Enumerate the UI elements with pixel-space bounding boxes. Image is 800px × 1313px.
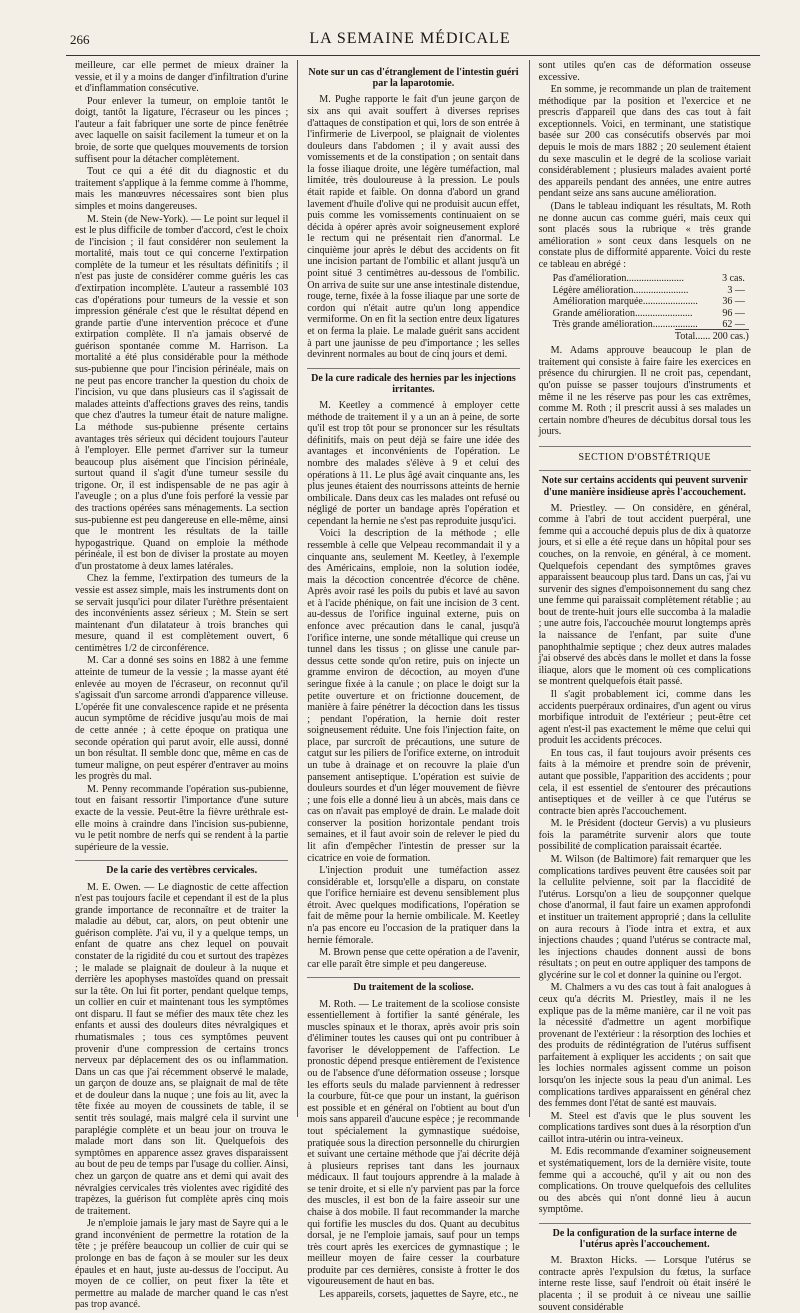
paragraph: M. Wilson (de Baltimore) fait remarquer que les complications tardives peuvent être causées soit par la cellulite pelvienne, soit par la flaccidité de l'utérus. Lorsqu'on a lieu de soupçonner quelque chose d'anormal, il faut faire un examen approfondi et instituer un traitement approprié ; dans la cellulite on aura recours à l'iode intra et extra, et aux injections chaudes ; quand l'utérus se contracte mal, les injections chaudes donnent aussi de bons résultats ; on peut en outre appliquer des tampons de glycérine sur le col et donner la quinine ou l'ergot. [538, 854, 751, 981]
table-row-label: Légère amélioration...................... [552, 284, 689, 296]
table-row-label: Très grande amélioration.................. [552, 319, 698, 331]
article-heading: Note sur certains accidents qui peuvent survenir d'une manière insidieuse après l'accouchement. [539, 470, 751, 497]
table-row-label: Amélioration marquée...................... [552, 296, 698, 308]
table-row [553, 273, 751, 284]
header-rule [66, 55, 760, 56]
table-row-value: 3 — [727, 284, 745, 296]
paragraph: (Dans le tableau indiquant les résultats, M. Roth ne donne aucun cas comme guéri, mais ceux qui sont placés sous la rubrique « très grande amélioration » sont ceux dans lesquels on ne constate plus de difformité apparente. Voici du reste ce tableau en abrégé : [538, 200, 751, 270]
paragraph: meilleure, car elle permet de mieux drainer la vessie, et il y a moins de danger d'infiltration d'urine et d'inflammation consécutive. [75, 60, 289, 95]
paragraph: M. Pughe rapporte le fait d'un jeune garçon de six ans qui avait souffert à diverses reprises d'attaques de constipation et qui, lors de son entrée à l'infirmerie de Liverpool, se plaignait de violentes douleurs dans l'abdomen ; il y avait aussi des vomissements et de la constipation ; on sentait dans la fosse iliaque droite, une légère tuméfaction, mal limitée, très douloureuse à la pression. Le pouls était rapide et faible. On donna d'abord un grand lavement d'huile d'olive qui ne produisit aucun effet, puis comme les vomissements continuaient on se décida à opérer après avoir soigneusement exploré le rectum qui ne présentait rien d'anormal. Le cinquième jour après le début des accidents on fit une incision partant de l'ombilic et allant jusqu'à un point situé 3 centimètres au-dessous de l'ombilic. On arriva de suite sur une anse intestinale distendue, rouge, terne, fixée à la fosse iliaque par une sorte de cordon qui n'était autre qu'un long appendice vermiforme. On en fit la section entre deux ligatures et on ferma la plaie. Le malade guérit sans accident à part une jaunisse de peu d'importance ; les selles devinrent normales au bout de cinq jours et demi. [307, 94, 520, 361]
results-table [553, 273, 751, 342]
text-columns [66, 60, 760, 1313]
paragraph: Les appareils, corsets, jaquettes de Sayre, etc., ne [319, 1289, 519, 1301]
paragraph: M. Keetley a commencé à employer cette méthode de traitement il y a un an à peine, de sorte qu'il est trop tôt pour se prononcer sur les résultats définitifs, mais on peut déjà se faire une idée des avantages et inconvénients de l'opération. Le nombre des malades s'élève à 9 et celui des opérations à 11. Le plus âgé avait cinquante ans, les plus jeunes étaient des nourrissons atteints de hernie ombilicale. Dans deux cas les malades ont refusé ou négligé de porter un bandage après l'opération et cependant la hernie ne s'est pas reproduite jusqu'ici. [307, 400, 520, 527]
paragraph: M. Adams approuve beaucoup le plan de traitement qui consiste à faire faire les exercices en présence du chirurgien. Il ne croit pas, cependant, qu'on puisse se passer toujours d'instruments et même il ne les réserve pas pour les cas extrêmes, comme M. Roth ; il prescrit aussi à ses malades un certain nombre d'heures de décubitus dorsal tous les jours. [538, 345, 751, 438]
paragraph: Pour enlever la tumeur, on emploie tantôt le doigt, tantôt la ligature, l'écraseur ou les pinces ; l'auteur a fait fabriquer une sorte de pince fenêtrée avec laquelle on saisit facilement la tumeur et on la broie, de sorte que quelques mouvements de torsion suffisent pour la détacher complètement. [75, 95, 289, 165]
paragraph: M. Roth. — Le traitement de la scoliose consiste essentiellement à fortifier la santé générale, les muscles spinaux et le thorax, après avoir pris soin d'éliminer toutes les causes qui ont pu contribuer à favoriser le développement de l'affection. Le pronostic dépend presque entièrement de l'existence ou de l'absence d'une déformation osseuse ; lorsque les efforts seuls du malade parviennent à redresser la courbure, fût-ce que pour un instant, la guérison est possible et en général on l'obtient au bout d'un mois sans appareil d'aucune espèce ; je recommande tout spécialement la gymnastique suédoise, pratiquée sous la direction personnelle du chirurgien et suivant une certaine méthode que j'ai décrite déjà à plusieurs reprises tant dans les journaux médicaux. Il faut toujours apprendre à la malade à se tenir droite, et si elle n'y parvient pas par la force des muscles, il est bon de la faire asseoir sur une chaise à dos mobile. Il faut recommander la marche qui fortifie les muscles du dos. Quant au decubitus dorsal, je ne l'emploie jamais, sauf pour un temps très court après les exercices de gymnastique ; le meilleur moyen de faire cesser la courbature produite par ces dernières, consiste à frotter le dos vigoureusement de haut en bas. [307, 998, 520, 1288]
article-heading: De la cure radicale des hernies par les injections irritantes. [307, 368, 519, 395]
column-3 [529, 60, 760, 1313]
running-head [60, 30, 760, 52]
table-total-text: Total...... 200 cas.) [674, 330, 749, 342]
paragraph: M. Priestley. — On considère, en général, comme à l'abri de tout accident puerpéral, une femme qui a accouché depuis plus de dix à quatorze jours, et si elle a été reçue dans un hôpital pour ses couches, on la renvoie, en général, à ce moment. Quelquefois cependant des symptômes graves apparaissent beaucoup plus tard. Dans un cas, j'ai vu survenir des signes d'empoisonnement du sang chez une femme qui paraissait complètement rétablie ; au bout de trente-huit jours elle succomba à la maladie ; une autre fois, l'accouchée mourut longtemps après la naissance de l'enfant, par suite d'une panophthalmie septique ; chez deux autres malades j'ai observé des abcès dans le mollet et dans la fosse iliaque, alors que le moment où ces complications se montrent quelquefois était passé. [538, 502, 751, 688]
paragraph: M. Penny recommande l'opération sus-pubienne, tout en faisant ressortir l'importance d'une suture exacte de la vessie. Peut-être la fièvre uréthrale est-elle moins à craindre dans l'incision sus-pubienne, vu le petit nombre de nerfs qui se rendent à la partie supérieure de la vessie. [75, 783, 289, 853]
paragraph: En tous cas, il faut toujours avoir présents ces faits à la mémoire et prendre soin de prévenir, autant que possible, l'apparition des accidents ; pour cela, il est essentiel de s'entourer des précautions antiseptiques et de veiller à ce que l'utérus se contracte bien après l'accouchement. [538, 747, 751, 817]
paragraph: M. Chalmers a vu des cas tout à fait analogues à ceux qu'a décrits M. Priestley, mais il ne les explique pas de la même manière, car il ne voit pas la nécessité d'admettre un agent morbifique provenant de l'extérieur : la résorption des lochies et des produits de rédintégration de l'utérus suffisent parfaitement à expliquer les accidents ; on sait que les lochies normales agissent comme un poison lorsqu'on les injecte sous la peau d'un animal. Les complications tardives apparaissent en général chez des femmes dont l'état de santé est mauvais. [538, 982, 751, 1110]
table-row-value: 3 cas. [722, 273, 745, 285]
paragraph: sont utiles qu'en cas de déformation osseuse excessive. [538, 60, 751, 83]
article-heading: De la carie des vertèbres cervicales. [75, 860, 288, 876]
paragraph: Tout ce qui a été dit du diagnostic et du traitement s'applique à la femme comme à l'homme, mais les manœuvres nécessaires sont bien plus simples et moins dangereuses. [75, 166, 289, 212]
table-row-value: 36 — [722, 296, 745, 308]
page-number: 266 [70, 32, 90, 47]
table-row-label: Pas d'amélioration....................... [552, 273, 684, 285]
paragraph: M. Steel est d'avis que le plus souvent les complications tardives sont dues à la résorption d'un caillot intra-utérin ou intra-veineux. [538, 1110, 751, 1145]
paragraph: En somme, je recommande un plan de traitement méthodique par la position et l'exercice et ne prescris d'appareil que dans des cas tout à fait exceptionnels. Voici, en terminant, une statistique basée sur 200 cas consécutifs observés par moi depuis le mois de mars 1882 ; 20 seulement étaient du sexe masculin et le degré de la scoliose variait considérablement ; plusieurs malades avaient porté des appareils pendant des années, une entre autres pendant seize ans sans aucune amélioration. [538, 84, 751, 200]
paragraph: M. E. Owen. — Le diagnostic de cette affection n'est pas toujours facile et cependant il est de la plus grande importance de reconnaître et de traiter la maladie au début, car, alors, on peut obtenir une guérison complète. J'ai vu, il y a quelque temps, un enfant de quatre ans chez lequel on pouvait constater de la rigidité du cou et surtout des trapèzes ; le malade se plaignait de douleur à la nuque et derrière les apophyses mastoïdes quand on pressait sur la tête. On lui fit porter, pendant quelque temps, un collier en cuir et maintenant tous les symptômes ont disparu. Il faut se méfier des maux tête chez les enfants et aussi des douleurs dites névralgiques et rhumatismales ; tous ces symptômes peuvent provenir d'une compression de certains troncs nerveux par déplacement des os ou inflammation. Dans un cas que j'ai récemment observé le malade, un garçon de douze ans, se plaignait de mal de tête et de douleur dans la nuque ; une fois au lit, avec la tête fixée au moyen de coussinets de table, il se sentit très soulagé, mais malgré cela il survint une paraplégie complète et un beau jour on trouva le malade mort dans son lit. Quelquefois des symptômes en apparence assez graves disparaissent au bout de peu de temps par l'usage du collier. Ainsi, chez un garçon de quatre ans et demi qui avait des névralgies cervicales très violentes avec rigidité des trapèzes, la guérison fut complète après cinq mois de traitement. [75, 881, 289, 1217]
table-total [553, 331, 751, 342]
paragraph: M. Car a donné ses soins en 1882 à une femme atteinte de tumeur de la vessie ; la masse ayant été enlevée au moyen de l'écraseur, on reconnut qu'il s'agissait d'un sarcome arrondi d'apparence villeuse. L'opérée fit une convalescence rapide et ne présenta aucun symptôme de récidive jusqu'au mois de mai de cette année ; à cette époque on pratiqua une seconde opération qui parut avoir, elle aussi, donné un bon résultat. Il semble donc que, même en cas de tumeur maligne, on peut espérer d'entraver au moins les progrès du mal. [75, 655, 289, 783]
article-heading: Note sur un cas d'étranglement de l'intestin guéri par la laparotomie. [308, 67, 519, 90]
section-title: SECTION D'OBSTÉTRIQUE [539, 446, 751, 463]
table-row-value: 62 — [722, 319, 745, 331]
table-row [553, 285, 751, 296]
column-2 [297, 60, 528, 1301]
paragraph: M. Braxton Hicks. — Lorsque l'utérus se contracte après l'expulsion du fœtus, la surface interne reste lisse, sauf l'endroit où était inséré le placenta ; il se produit à ce niveau une saillie souvent considérable [538, 1255, 751, 1313]
paragraph: Chez la femme, l'extirpation des tumeurs de la vessie est assez simple, mais les instruments dont on se servait jusqu'ici pour dilater l'urèthre présentaient des inconvénients assez sérieux ; M. Stein se sert maintenant d'un dilatateur à trois branches qui mesure, quand il est complètement ouvert, 6 centimètres 1/2 de circonférence. [75, 573, 289, 654]
article-heading: De la configuration de la surface interne de l'utérus après l'accouchement. [539, 1223, 751, 1250]
journal-title: LA SEMAINE MÉDICALE [309, 30, 511, 47]
article-heading: Du traitement de la scoliose. [307, 977, 519, 993]
paragraph: Je n'emploie jamais le jary mast de Sayre qui a le grand inconvénient de permettre la rotation de la tête ; je préfère beaucoup un collier de cuir qui se prolonge en bas de façon à se mouler sur les deux épaules et en haut, juste au-dessus de l'occiput. Au moyen de ce collier, on peut fixer la tête et permettre au malade de marcher quand le cas n'est pas trop avancé. [75, 1218, 289, 1311]
table-row-label: Grande amélioration....................... [552, 307, 693, 319]
paragraph: M. Brown pense que cette opération a de l'avenir, car elle paraît être simple et peu dangereuse. [307, 947, 520, 970]
paragraph: M. le Président (docteur Gervis) a vu plusieurs fois la paramétrite survenir alors que toute possibilité de complication paraissait écartée. [538, 818, 751, 853]
table-row-value: 96 — [722, 307, 745, 319]
paragraph: L'injection produit une tuméfaction assez considérable et, lorsqu'elle a disparu, on constate que l'orifice herniaire est devenu sensiblement plus étroit. Avec quelques modifications, l'opération se fait de même pour la hernie ombilicale. M. Keetley n'a pas encore eu l'occasion de la pratiquer dans la hernie fémorale. [307, 865, 520, 946]
table-row [553, 296, 751, 307]
paragraph: M. Stein (de New-York). — Le point sur lequel il est le plus difficile de tomber d'accord, c'est le choix de l'incision ; il faut considérer non seulement la mortalité, mais tout ce qui concerne l'extirpation complète de la tumeur et les résultats définitifs ; il n'est pas juste de considérer comme guéris les cas d'extirpation incomplète. L'auteur a rassemblé 103 cas d'opérations pour tumeurs de la vessie et son impression générale c'est que le résultat dépend en grande partie d'une intervention précoce et d'une extirpation complète. Il n'a jamais observé de guérison spontanée comme M. Harrison. La mortalité a été plus considérable pour la méthode sus-pubienne que pour l'incision périnéale, mais on ne peut pas encore trancher la question du choix de l'incision, vu que dans plusieurs cas il s'agissait de malades atteints d'affections graves des reins, tandis que chez d'autres la tumeur était de nature maligne. La méthode sus-pubienne présente certains avantages très sérieux qui décident toujours l'auteur à l'employer. Elle permet d'arriver sur la tumeur beaucoup plus aisément que l'incision périnéale, surtout quand il s'agit d'une tumeur sessile du trigone. Or, il est indispensable de ne pas agir à l'aveugle ; on a plus d'une fois perforé la vessie par des tractions opérées sans ménagements. La section sus-pubienne est peu dangereuse en elle-même, ainsi que le montrent les résultats de la taille hypogastrique. Quand on emploie la méthode périnéale, il est bon de diviser la prostate au moyen d'un prostatome à deux lames latérales. [75, 213, 289, 572]
table-row [553, 308, 751, 319]
column-1 [66, 60, 297, 1311]
paragraph: M. Edis recommande d'examiner soigneusement et systématiquement, lors de la dernière visite, toute femme qui a accouché, qu'il y ait ou non des complications. On trouve quelquefois des cellulites ou des abcès qui n'ont donné lieu à aucun symptôme. [538, 1146, 751, 1216]
paragraph: Voici la description de la méthode ; elle ressemble à celle que Velpeau recommandait il y a cinquante ans, seulement M. Keetley, à l'exemple des Américains, emploie, non la solution iodée, mais la décoction concentrée d'écorce de chêne. Après avoir rasé les poils du pubis et lavé au savon et à l'acide phénique, on fait une incision de 3 cent. au-dessus de l'orifice inguinal externe, puis on enfonce avec précaution dans le canal, jusqu'à l'orifice interne, une sonde métallique qui creuse un tunnel dans les tissus ; on glisse une canule par-dessus cette sonde qu'on retire, puis on injecte un gramme environ de décoction, au moyen d'une seringue fixée à la canule ; on place le doigt sur la petite ouverture et on frictionne doucement, de manière à faire pénétrer la décoction dans les tissus ; pendant l'opération, la hernie doit rester soigneusement réduite. Une fois l'injection faite, on place, par surcroît de précautions, une suture de catgut sur les piliers de l'orifice externe, on introduit un tube à drainage et on recouvre la plaie d'un pansement antiseptique. L'opération est suivie de douleurs sourdes et d'un léger mouvement de fièvre ; une fois elle a donné lieu à un abcès, mais dans ce cas on n'avait pas employé de drain. Le malade doit conserver la position horizontale pendant trois semaines, et il faut avoir soin de relever le pied du lit afin d'empêcher l'intestin de presser sur la cicatrice en voie de formation. [307, 528, 520, 864]
paragraph: Il s'agit probablement ici, comme dans les accidents puerpéraux ordinaires, d'un agent ou virus morbifique introduit de l'extérieur ; peut-être cet agent n'est-il pas exactement le même que celui qui produit les accidents précoces. [538, 688, 751, 747]
